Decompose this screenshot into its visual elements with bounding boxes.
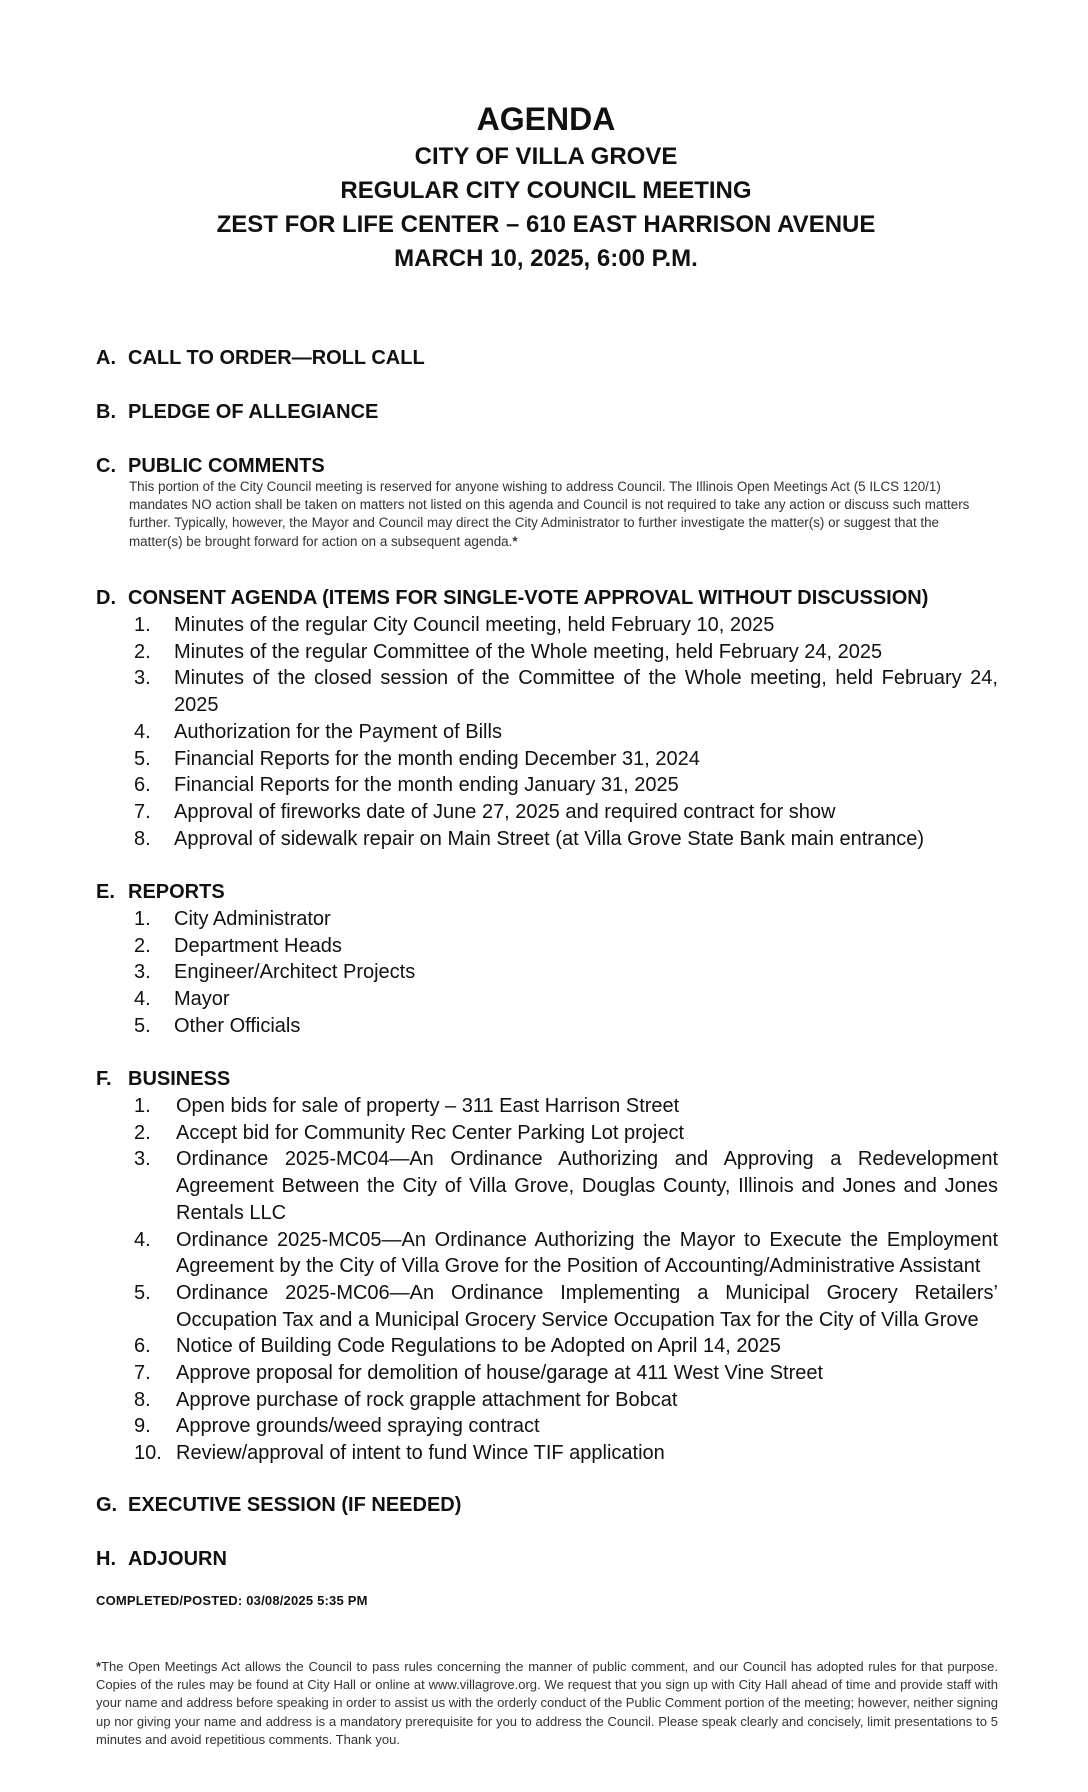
item-text: City Administrator <box>174 908 331 930</box>
section-letter: A. <box>96 347 116 369</box>
meeting-type: REGULAR CITY COUNCIL MEETING <box>340 177 752 204</box>
item-number: 2. <box>134 1121 151 1144</box>
list-item <box>128 1120 998 1147</box>
agenda-title: AGENDA <box>476 101 616 137</box>
list-item <box>128 826 998 853</box>
list-item <box>128 665 998 718</box>
item-number: 4. <box>134 988 151 1011</box>
item-text: Department Heads <box>174 934 342 957</box>
list-item <box>128 1413 998 1440</box>
meeting-datetime: MARCH 10, 2025, 6:00 P.M. <box>394 245 698 272</box>
footnote-asterisk: * <box>512 533 518 549</box>
section-letter: H. <box>96 1548 116 1570</box>
item-number: 3. <box>134 667 151 690</box>
item-text: Approve grounds/weed spraying contract <box>176 1415 540 1438</box>
item-number: 10. <box>134 1442 162 1465</box>
item-number: 5. <box>134 1281 151 1304</box>
item-number: 4. <box>134 720 151 743</box>
list-item <box>128 799 998 826</box>
section-title: ADJOURN <box>128 1548 227 1570</box>
item-text: Financial Reports for the month ending December 31, 2024 <box>174 747 700 770</box>
item-number: 1. <box>134 908 151 930</box>
list-item <box>128 1360 998 1387</box>
section-title: EXECUTIVE SESSION (IF NEEDED) <box>128 1494 462 1516</box>
item-number: 1. <box>134 614 151 636</box>
reports-list <box>128 906 998 1040</box>
item-number: 6. <box>134 774 151 797</box>
item-number: 3. <box>134 961 151 984</box>
item-text: Approval of fireworks date of June 27, 2025 and required contract for show <box>174 800 836 823</box>
item-number: 5. <box>134 1014 151 1037</box>
section-title: PLEDGE OF ALLEGIANCE <box>128 401 379 423</box>
meeting-location: ZEST FOR LIFE CENTER – 610 EAST HARRISON AVENUE <box>216 211 876 238</box>
list-item <box>128 746 998 773</box>
list-item <box>128 906 998 933</box>
item-text: Accept bid for Community Rec Center Parking Lot project <box>176 1121 684 1144</box>
section-executive-session <box>96 1492 1006 1518</box>
posted-timestamp: COMPLETED/POSTED: 03/08/2025 5:35 PM <box>96 1593 368 1608</box>
footnote-text: The Open Meetings Act allows the Council to pass rules concerning the manner of public comment, and our Council has adopted rules for that purpose. Copies of the rules may be found at City Hall or online at www.villagrove.org. We request that you sign up with City Hall ahead of time and provide staff with your name and address before speaking in order to assist us with the orderly conduct of the Public Comment portion of the meeting; however, neither signing up nor giving your name and address is a mandatory prerequisite for you to address the Council. Please speak clearly and concisely, limit presentations to 5 minutes and avoid repetitious comments. Thank you. <box>96 1659 998 1747</box>
agenda-header <box>96 98 996 276</box>
list-item <box>128 1146 998 1226</box>
item-number: 4. <box>134 1228 151 1251</box>
list-item <box>128 1280 998 1333</box>
footnote <box>96 1658 998 1749</box>
list-item <box>128 1387 998 1414</box>
section-letter: C. <box>96 455 116 477</box>
section-title: BUSINESS <box>128 1068 231 1090</box>
city-name: CITY OF VILLA GROVE <box>414 143 678 170</box>
item-number: 5. <box>134 747 151 770</box>
section-public-comments <box>96 453 1006 479</box>
consent-agenda-list <box>128 612 998 852</box>
item-number: 2. <box>134 640 151 663</box>
list-item <box>128 1013 998 1040</box>
section-title: REPORTS <box>128 881 225 903</box>
section-title: CALL TO ORDER—ROLL CALL <box>128 347 425 369</box>
item-text: Financial Reports for the month ending January 31, 2025 <box>174 774 679 797</box>
list-item <box>128 1093 998 1120</box>
item-text: Ordinance 2025-MC06—An Ordinance Implementing a Municipal Grocery Retailers’ Occupation Tax and a Municipal Grocery Service Occupation Tax for the City of Villa Grove <box>176 1281 998 1331</box>
public-comments-text <box>129 478 971 551</box>
item-number: 6. <box>134 1335 151 1358</box>
item-number: 9. <box>134 1415 151 1438</box>
item-text: Minutes of the regular City Council meeting, held February 10, 2025 <box>174 614 775 636</box>
item-text: Approve purchase of rock grapple attachment for Bobcat <box>176 1388 678 1411</box>
item-text: Ordinance 2025-MC05—An Ordinance Authorizing the Mayor to Execute the Employment Agreement by the City of Villa Grove for the Position of Accounting/Administrative Assistant <box>176 1228 998 1278</box>
section-title: CONSENT AGENDA (ITEMS FOR SINGLE-VOTE APPROVAL WITHOUT DISCUSSION) <box>128 587 929 609</box>
item-number: 8. <box>134 827 151 850</box>
item-text: Open bids for sale of property – 311 East Harrison Street <box>176 1095 680 1117</box>
list-item <box>128 1227 998 1280</box>
item-text: Authorization for the Payment of Bills <box>174 720 502 743</box>
item-number: 2. <box>134 934 151 957</box>
item-text: Review/approval of intent to fund Wince TIF application <box>176 1442 665 1465</box>
item-number: 7. <box>134 1362 151 1385</box>
list-item <box>128 959 998 986</box>
item-text: Engineer/Architect Projects <box>174 961 416 984</box>
section-letter: E. <box>96 881 115 903</box>
public-comments-body: This portion of the City Council meeting is reserved for anyone wishing to address Council. The Illinois Open Meetings Act (5 ILCS 120/1) mandates NO action shall be taken on matters not listed on this agenda and Council is not required to take any action or discuss such matters further. Typically, however, the Mayor and Council may direct the City Administrator to further investigate the matter(s) or suggest that the matter(s) be brought forward for action on a subsequent agenda. <box>129 479 970 549</box>
item-text: Other Officials <box>174 1014 301 1037</box>
item-number: 7. <box>134 800 151 823</box>
item-text: Minutes of the regular Committee of the Whole meeting, held February 24, 2025 <box>174 640 883 663</box>
section-pledge <box>96 399 1006 425</box>
list-item <box>128 772 998 799</box>
list-item <box>128 612 998 639</box>
business-list <box>128 1093 998 1467</box>
item-number: 3. <box>134 1148 151 1171</box>
section-letter: B. <box>96 401 116 423</box>
item-text: Mayor <box>174 988 230 1011</box>
section-call-to-order <box>96 345 1006 371</box>
section-letter: D. <box>96 587 116 609</box>
item-text: Approve proposal for demolition of house/garage at 411 West Vine Street <box>176 1362 824 1385</box>
list-item <box>128 933 998 960</box>
section-adjourn <box>96 1546 1006 1572</box>
item-number: 8. <box>134 1388 151 1411</box>
list-item <box>128 719 998 746</box>
item-number: 1. <box>134 1095 151 1117</box>
section-business <box>96 1066 1006 1092</box>
item-text: Minutes of the closed session of the Committee of the Whole meeting, held February 24, 2025 <box>174 667 998 717</box>
item-text: Notice of Building Code Regulations to be Adopted on April 14, 2025 <box>176 1335 781 1358</box>
section-title: PUBLIC COMMENTS <box>128 455 325 477</box>
list-item <box>128 1440 998 1467</box>
list-item <box>128 1333 998 1360</box>
section-reports <box>96 879 1006 905</box>
section-letter: G. <box>96 1494 118 1516</box>
section-letter: F. <box>96 1068 112 1090</box>
list-item <box>128 639 998 666</box>
section-consent-agenda <box>96 585 1006 611</box>
item-text: Ordinance 2025-MC04—An Ordinance Authorizing and Approving a Redevelopment Agreement Between the City of Villa Grove, Douglas County, Illinois and Jones and Jones Rentals LLC <box>176 1148 998 1224</box>
list-item <box>128 986 998 1013</box>
footnote-asterisk: * <box>96 1659 102 1674</box>
item-text: Approval of sidewalk repair on Main Street (at Villa Grove State Bank main entrance) <box>174 827 924 850</box>
